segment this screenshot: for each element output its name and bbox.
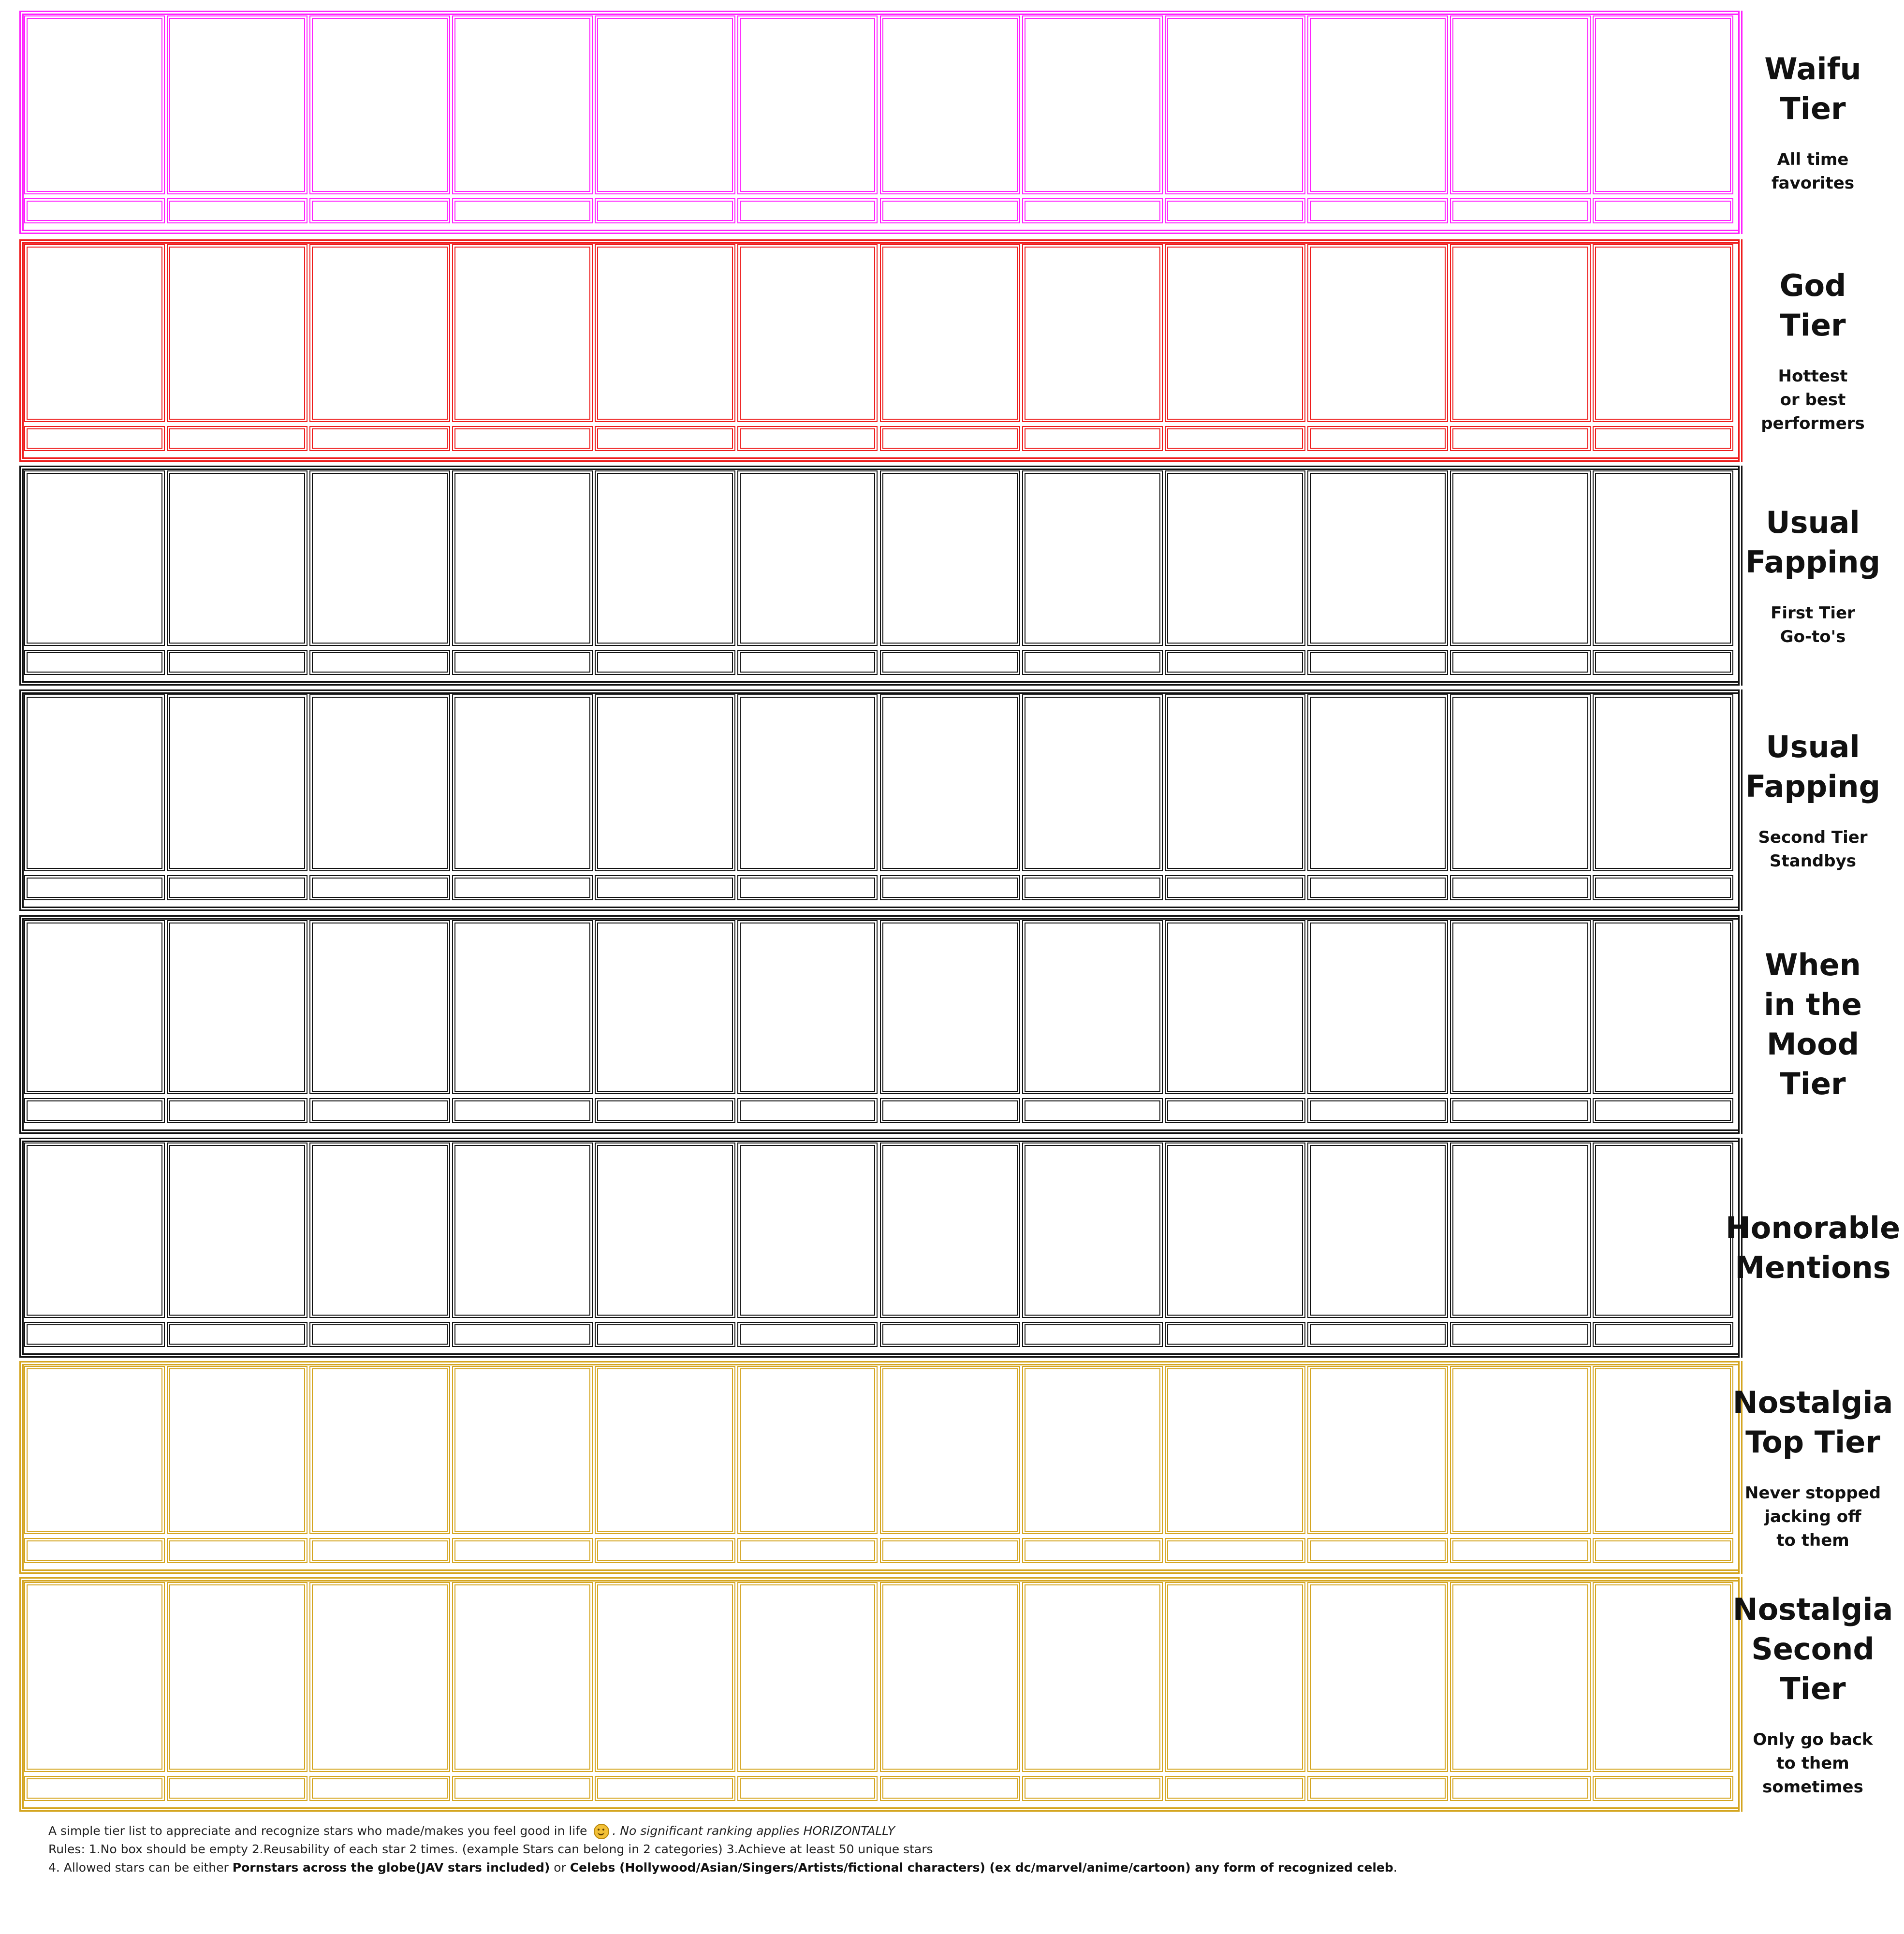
tier-slot-image[interactable] — [309, 920, 450, 1094]
tier-slot-image[interactable] — [880, 694, 1021, 871]
tier-row-nostalgia-top — [19, 1361, 1893, 1574]
tier-label-panel — [1738, 11, 1883, 234]
tier-slot-image[interactable] — [595, 1366, 735, 1534]
tier-slot-image[interactable] — [737, 244, 878, 422]
tier-slot-image[interactable] — [1593, 1582, 1733, 1772]
tier-slot-name[interactable] — [24, 1322, 165, 1347]
tier-slot-name[interactable] — [1593, 1538, 1733, 1563]
tier-slot-name[interactable] — [737, 1322, 878, 1347]
tier-slot-name[interactable] — [880, 1776, 1021, 1801]
tier-slot-image[interactable] — [1450, 15, 1591, 194]
tier-slot-name[interactable] — [1450, 1322, 1591, 1347]
tier-slot-image[interactable] — [880, 470, 1021, 646]
tier-slot-name[interactable] — [595, 1322, 735, 1347]
tier-slot-name[interactable] — [309, 1322, 450, 1347]
tier-slot-image[interactable] — [880, 920, 1021, 1094]
tier-slot-image[interactable] — [595, 244, 735, 422]
tier-slot-name[interactable] — [452, 875, 593, 900]
tier-slot-image[interactable] — [1022, 15, 1163, 194]
tier-slot-image[interactable] — [167, 1366, 308, 1534]
tier-slot-image[interactable] — [880, 1366, 1021, 1534]
tier-row-usual-second — [19, 689, 1883, 911]
tier-slot-name[interactable] — [167, 650, 308, 675]
tier-slot-image[interactable] — [167, 244, 308, 422]
tier-slot-image[interactable] — [1022, 1366, 1163, 1534]
tier-title: Usual Fapping — [1745, 729, 1881, 804]
tier-slot-image[interactable] — [452, 470, 593, 646]
tier-slot-image[interactable] — [167, 15, 308, 194]
tier-slot-image[interactable] — [309, 15, 450, 194]
tier-slot-image[interactable] — [1450, 244, 1591, 422]
tier-slot-image[interactable] — [452, 1366, 593, 1534]
tier-slot-image[interactable] — [1593, 244, 1733, 422]
tier-slot-name[interactable] — [167, 1322, 308, 1347]
tier-subtitle: Second Tier Standbys — [1758, 828, 1868, 871]
tier-slot-name[interactable] — [309, 1098, 450, 1123]
tier-slot-image[interactable] — [1307, 1143, 1448, 1318]
tier-row-usual-first — [19, 466, 1883, 686]
tier-slot-image[interactable] — [1165, 694, 1305, 871]
tier-slot-image[interactable] — [1450, 470, 1591, 646]
tier-slot-name[interactable] — [167, 198, 308, 223]
tier-subtitle: Only go back to them sometimes — [1753, 1730, 1873, 1797]
tier-slot-image[interactable] — [595, 920, 735, 1094]
footer-rules — [48, 1822, 1837, 1877]
tier-slot-image[interactable] — [1165, 920, 1305, 1094]
tier-row-mood — [19, 915, 1883, 1134]
tier-slot-name[interactable] — [1307, 198, 1448, 223]
tier-row-waifu — [19, 11, 1883, 234]
tier-slot-name[interactable] — [1165, 1538, 1305, 1563]
tier-slot-image[interactable] — [1307, 244, 1448, 422]
tier-slot-name[interactable] — [880, 650, 1021, 675]
tier-slot-name[interactable] — [1450, 1776, 1591, 1801]
tier-slot-name[interactable] — [1022, 1322, 1163, 1347]
tier-slot-name[interactable] — [1450, 426, 1591, 451]
tier-slot-image[interactable] — [737, 694, 878, 871]
tier-label-panel — [1738, 239, 1883, 462]
tier-slot-name[interactable] — [1307, 1538, 1448, 1563]
tier-slot-image[interactable] — [1450, 694, 1591, 871]
tier-slot-image[interactable] — [1307, 1582, 1448, 1772]
tier-slot-image[interactable] — [595, 1582, 735, 1772]
tier-subtitle: Hottest or best performers — [1761, 366, 1865, 433]
tier-slot-name[interactable] — [1165, 1776, 1305, 1801]
tier-title: When in the Mood Tier — [1764, 947, 1862, 1101]
tier-slot-name[interactable] — [737, 1538, 878, 1563]
footer-line-1: A simple tier list to appreciate and recognize stars who made/makes you feel good in life . No significant ranking applies HORIZONTALLY — [48, 1822, 1837, 1840]
tier-slot-image[interactable] — [1593, 694, 1733, 871]
tier-subtitle: First Tier Go-to's — [1771, 603, 1855, 646]
tier-slot-image[interactable] — [24, 1143, 165, 1318]
tier-slot-name[interactable] — [309, 426, 450, 451]
tier-slot-name[interactable] — [880, 1538, 1021, 1563]
tier-slot-name[interactable] — [1307, 1776, 1448, 1801]
tier-slot-image[interactable] — [1450, 1366, 1591, 1534]
tier-slot-name[interactable] — [595, 198, 735, 223]
tier-slot-name[interactable] — [1165, 1322, 1305, 1347]
tier-slot-image[interactable] — [595, 15, 735, 194]
tier-slot-name[interactable] — [737, 1098, 878, 1123]
tier-slot-name[interactable] — [167, 426, 308, 451]
tier-slot-name[interactable] — [1307, 875, 1448, 900]
tier-slot-image[interactable] — [737, 1143, 878, 1318]
tier-slot-image[interactable] — [167, 1582, 308, 1772]
tier-slot-name[interactable] — [1307, 650, 1448, 675]
tier-slot-image[interactable] — [452, 694, 593, 871]
tier-slot-image[interactable] — [309, 244, 450, 422]
tier-slot-image[interactable] — [1165, 1582, 1305, 1772]
tier-label-panel — [1725, 1138, 1901, 1358]
tier-slot-name[interactable] — [880, 1322, 1021, 1347]
tier-slot-image[interactable] — [737, 920, 878, 1094]
tier-title: Usual Fapping — [1745, 504, 1881, 580]
tier-label-panel — [1732, 1577, 1893, 1812]
tier-slot-name[interactable] — [452, 426, 593, 451]
tier-slot-name[interactable] — [452, 198, 593, 223]
tier-slot-name[interactable] — [1593, 1776, 1733, 1801]
tier-slot-name[interactable] — [1450, 1538, 1591, 1563]
tier-slot-name[interactable] — [24, 650, 165, 675]
tier-slot-image[interactable] — [452, 244, 593, 422]
tier-slot-image[interactable] — [595, 1143, 735, 1318]
tier-slot-name[interactable] — [1022, 1098, 1163, 1123]
tier-slot-image[interactable] — [737, 470, 878, 646]
tier-slot-image[interactable] — [737, 1582, 878, 1772]
tier-slot-image[interactable] — [309, 470, 450, 646]
tier-slot-image[interactable] — [309, 1366, 450, 1534]
tier-slot-name[interactable] — [1165, 1098, 1305, 1123]
tier-slot-image[interactable] — [1022, 920, 1163, 1094]
tier-slot-name[interactable] — [309, 198, 450, 223]
tier-slot-image[interactable] — [880, 244, 1021, 422]
tier-slot-name[interactable] — [452, 1322, 593, 1347]
tier-slot-name[interactable] — [167, 1538, 308, 1563]
tier-slot-name[interactable] — [1593, 1098, 1733, 1123]
tier-slot-name[interactable] — [1022, 198, 1163, 223]
tier-slot-image[interactable] — [595, 694, 735, 871]
tier-slot-image[interactable] — [452, 1582, 593, 1772]
tier-slot-image[interactable] — [452, 920, 593, 1094]
tier-slot-image[interactable] — [167, 920, 308, 1094]
tier-slot-image[interactable] — [167, 470, 308, 646]
tier-slot-image[interactable] — [1022, 470, 1163, 646]
tier-slot-image[interactable] — [737, 15, 878, 194]
tier-title: Nostalgia Top Tier — [1732, 1384, 1893, 1460]
tier-slot-image[interactable] — [309, 694, 450, 871]
tier-slot-name[interactable] — [1450, 875, 1591, 900]
tier-slot-name[interactable] — [595, 1098, 735, 1123]
tier-slot-name[interactable] — [24, 1538, 165, 1563]
footer-line-2: Rules: 1.No box should be empty 2.Reusability of each star 2 times. (example Stars can belong in 2 categories) 3.Achieve at least 50 unique stars — [48, 1842, 933, 1856]
tier-slot-name[interactable] — [309, 1538, 450, 1563]
tier-slot-image[interactable] — [24, 244, 165, 422]
tier-slot-image[interactable] — [1022, 244, 1163, 422]
tier-label-panel — [1732, 1361, 1893, 1574]
tier-slot-name[interactable] — [1165, 650, 1305, 675]
tier-slot-name[interactable] — [24, 875, 165, 900]
tier-slot-image[interactable] — [1593, 470, 1733, 646]
tier-slot-name[interactable] — [880, 426, 1021, 451]
tier-slot-name[interactable] — [880, 1098, 1021, 1123]
tier-slot-name[interactable] — [309, 875, 450, 900]
tier-slot-name[interactable] — [737, 875, 878, 900]
tier-slot-image[interactable] — [737, 1366, 878, 1534]
tier-slot-image[interactable] — [167, 1143, 308, 1318]
tier-slot-image[interactable] — [880, 1582, 1021, 1772]
tier-slot-image[interactable] — [452, 15, 593, 194]
tier-slot-name[interactable] — [452, 1776, 593, 1801]
tier-title: God Tier — [1779, 267, 1846, 343]
tier-slot-name[interactable] — [737, 426, 878, 451]
tier-slot-image[interactable] — [1022, 1143, 1163, 1318]
tier-title: Honorable Mentions — [1725, 1210, 1901, 1285]
tier-slot-name[interactable] — [1165, 875, 1305, 900]
tier-slot-name[interactable] — [595, 875, 735, 900]
tier-slot-image[interactable] — [24, 694, 165, 871]
tier-slot-image[interactable] — [1165, 470, 1305, 646]
tier-title: Waifu Tier — [1764, 51, 1861, 126]
smiley-icon — [594, 1824, 609, 1839]
tier-slot-name[interactable] — [737, 650, 878, 675]
tier-slot-image[interactable] — [1593, 1366, 1733, 1534]
tier-slot-name[interactable] — [24, 1098, 165, 1123]
tier-slot-name[interactable] — [1450, 198, 1591, 223]
tier-slot-name[interactable] — [167, 1776, 308, 1801]
tier-slot-image[interactable] — [1593, 15, 1733, 194]
tier-slot-name[interactable] — [1450, 1098, 1591, 1123]
tier-slot-name[interactable] — [309, 1776, 450, 1801]
tier-slot-name[interactable] — [1593, 426, 1733, 451]
tier-label-panel — [1738, 915, 1883, 1134]
tier-slot-name[interactable] — [1450, 650, 1591, 675]
tier-slot-name[interactable] — [1165, 198, 1305, 223]
tier-slot-image[interactable] — [1022, 694, 1163, 871]
tier-slot-image[interactable] — [1307, 920, 1448, 1094]
tier-slot-name[interactable] — [595, 426, 735, 451]
tier-slot-image[interactable] — [167, 694, 308, 871]
tier-slot-image[interactable] — [1307, 15, 1448, 194]
tier-slot-name[interactable] — [595, 1538, 735, 1563]
tier-slot-name[interactable] — [1593, 650, 1733, 675]
tier-subtitle: Never stopped jacking off to them — [1744, 1483, 1881, 1550]
tier-slot-name[interactable] — [1022, 650, 1163, 675]
tier-slot-image[interactable] — [1165, 1143, 1305, 1318]
tier-slot-name[interactable] — [167, 1098, 308, 1123]
tier-slot-image[interactable] — [1307, 470, 1448, 646]
tier-slot-name[interactable] — [737, 198, 878, 223]
tier-label-panel — [1738, 466, 1883, 686]
tier-slot-image[interactable] — [1022, 1582, 1163, 1772]
tier-slot-image[interactable] — [1450, 1143, 1591, 1318]
tier-slot-name[interactable] — [1593, 1322, 1733, 1347]
tier-slot-name[interactable] — [1022, 1776, 1163, 1801]
tier-slot-name[interactable] — [1593, 198, 1733, 223]
tier-slot-name[interactable] — [1022, 1538, 1163, 1563]
tier-slot-name[interactable] — [1022, 426, 1163, 451]
tier-slot-image[interactable] — [452, 1143, 593, 1318]
tier-slot-name[interactable] — [1307, 426, 1448, 451]
tier-slot-name[interactable] — [880, 198, 1021, 223]
tier-slot-image[interactable] — [24, 15, 165, 194]
tier-slot-image[interactable] — [1307, 694, 1448, 871]
tier-slot-image[interactable] — [1593, 1143, 1733, 1318]
tier-slot-image[interactable] — [595, 470, 735, 646]
tier-slot-name[interactable] — [595, 650, 735, 675]
tier-slot-image[interactable] — [1165, 244, 1305, 422]
tier-row-honorable — [19, 1138, 1901, 1358]
tier-slot-image[interactable] — [1450, 1582, 1591, 1772]
tier-row-god — [19, 239, 1883, 462]
footer-line-3: 4. Allowed stars can be either Pornstars across the globe(JAV stars included) or Celebs (Hollywood/Asian/Singers/Artists/fictional characters) (ex dc/marvel/anime/cartoon) any form of recognized celeb. — [48, 1861, 1397, 1875]
tier-slot-name[interactable] — [1593, 875, 1733, 900]
tier-slot-name[interactable] — [24, 1776, 165, 1801]
tier-slot-name[interactable] — [452, 1098, 593, 1123]
tier-slot-name[interactable] — [167, 875, 308, 900]
tier-slot-name[interactable] — [1165, 426, 1305, 451]
tier-slot-name[interactable] — [880, 875, 1021, 900]
tier-slot-image[interactable] — [1165, 15, 1305, 194]
tier-slot-image[interactable] — [309, 1582, 450, 1772]
tier-slot-image[interactable] — [1593, 920, 1733, 1094]
tier-slot-image[interactable] — [880, 15, 1021, 194]
tier-subtitle: All time favorites — [1771, 150, 1855, 193]
tier-label-panel — [1738, 689, 1883, 911]
tier-slot-image[interactable] — [309, 1143, 450, 1318]
tier-slot-image[interactable] — [880, 1143, 1021, 1318]
tier-slot-name[interactable] — [452, 650, 593, 675]
tier-title: Nostalgia Second Tier — [1732, 1592, 1893, 1706]
tier-slot-name[interactable] — [24, 198, 165, 223]
tier-slot-image[interactable] — [1450, 920, 1591, 1094]
tier-slot-name[interactable] — [1307, 1098, 1448, 1123]
tier-slot-image[interactable] — [24, 1582, 165, 1772]
tier-slot-name[interactable] — [452, 1538, 593, 1563]
tier-slot-name[interactable] — [309, 650, 450, 675]
tier-slot-name[interactable] — [1307, 1322, 1448, 1347]
tier-slot-image[interactable] — [1307, 1366, 1448, 1534]
tier-slot-image[interactable] — [24, 920, 165, 1094]
tier-slot-name[interactable] — [24, 426, 165, 451]
tier-slot-image[interactable] — [24, 1366, 165, 1534]
tier-slot-name[interactable] — [1022, 875, 1163, 900]
tier-slot-name[interactable] — [595, 1776, 735, 1801]
tier-slot-name[interactable] — [737, 1776, 878, 1801]
tier-row-nostalgia-second — [19, 1577, 1893, 1812]
tier-slot-image[interactable] — [1165, 1366, 1305, 1534]
tier-slot-image[interactable] — [24, 470, 165, 646]
